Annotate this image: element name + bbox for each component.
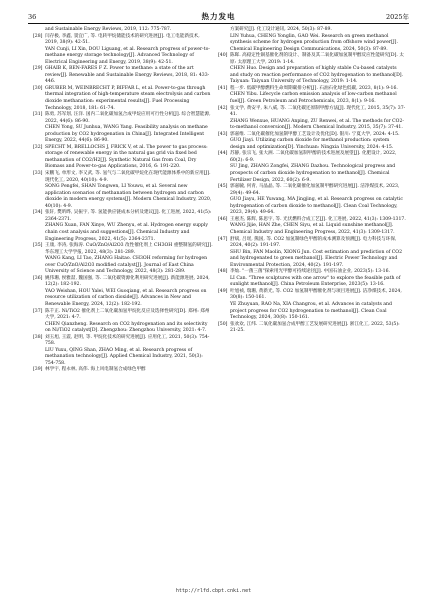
reference-number: [46] <box>218 216 228 222</box>
reference-text: 郭嘉毓, 何青, 马晶晶, 等. 二氧化碳催化加氢制甲醇研究进展[J]. 洁净煤技术, 2023, 29(4): 49-64. <box>230 184 400 196</box>
reference-column-right <box>218 27 406 335</box>
reference-text: 方案研究[J]. 化工设计通讯, 2024, 50(3): 87-89. <box>230 27 332 32</box>
reference-text: GRUBER M, WEINBRECHT P, BIFFAR L, et al. Power-to-gas through thermal integration of high-temperature steam electrolysis and carbon dioxide methanation: experimental results[J]. Fuel Processing Technology, 2018, 181: 61-74. <box>45 85 211 111</box>
reference-entry <box>218 138 406 151</box>
reference-entry <box>218 197 406 217</box>
reference-text: LIU Yuxu, QING Shan, ZHAO Ming, et al. Research progress of methanation technology[J]. Applied Chemical Industry, 2021, 50(3): 754-758. <box>45 347 203 366</box>
reference-entry <box>33 309 213 322</box>
reference-text: YAO Weishan, HOU Yalei, WEI Guoqiang, et al. Research progress on resource utilization of carbon dioxide[J]. Advances in New and Renewable Energy, 2024, 12(2): 182-192. <box>45 288 207 307</box>
reference-text: 叶旭祯, 瑞珊, 黄新光, 等. CO2 加氢制甲醇催化剂与项目进展[J]. 洁净煤技术, 2024, 30(8): 150-161. <box>230 288 402 301</box>
reference-text: GUO Jiayu, HE Yuwang, MA Jingjing, et al. Research progress on catalytic hydrogenation of carbon dioxide to methanol[J]. Clean Coal Technology, 2023, 29(4): 49-64. <box>230 197 403 216</box>
reference-text: 林学宇, 程永林, 高伟. 海上风电制氢合成绿色甲醇 <box>45 367 146 373</box>
reference-entry <box>33 276 213 289</box>
page-header <box>28 10 409 24</box>
reference-entry <box>218 184 406 197</box>
reference-entry <box>33 171 213 184</box>
reference-number: [47] <box>218 236 228 242</box>
reference-text: 舒斌, 吕瑶, 熊国, 等. CO2 加氢制绿色甲醇的成本测算及预测[J]. 电力科技与环保, 2024, 40(2): 191-197. <box>230 236 397 249</box>
reference-number: [49] <box>218 288 228 294</box>
reference-number: [28] <box>33 33 43 39</box>
page-footer[interactable] <box>0 588 427 594</box>
reference-text: 王康, 李涛, 张海涛. CuO/ZnO/Al2O3 改性催化剂上 CH3OH 重整制氢的研究[J]. 华东理工大学学报, 2022, 48(3): 281-289. <box>45 243 213 255</box>
reference-entry <box>33 335 213 348</box>
reference-text: 宋鹏飞, 单形文, 李又武, 等. 氢气与二氧化碳甲烷化在现代能源体系中的新应用[J]. 现代化工, 2020, 40(10): 4-9. <box>45 171 211 183</box>
reference-entry <box>33 86 213 112</box>
reference-entry <box>33 256 213 276</box>
reference-entry <box>218 276 406 289</box>
reference-entry <box>218 237 406 250</box>
reference-entry <box>33 112 213 125</box>
reference-text: YE Zhuyuan, RAO Na, XIA Changrou, et al. Advances in catalysts and project progress for CO2 hydrogenation to methanol[J]. Clean Coal Technology, 2024, 30(8): 150-161. <box>230 301 392 321</box>
reference-text: ZHANG Wenxue, HUANG Anping, ZU Renwei, et al. The methods for CO2-to-methanol conversion[J]. Modern Chemical Industry, 2015, 35(7): 37-41. <box>230 118 404 131</box>
reference-entry <box>33 289 213 309</box>
reference-entry <box>33 184 213 210</box>
reference-text: CHEN Yong, SU Junhua, WANG Yang. Feasibility analysis on methane production by CO2 hydrogenation in China[J]. Integrated Intelligent Energy, 2022, 44(6): 86-90. <box>45 125 208 144</box>
reference-text: LIN Yuhua, CHENG Yonglin, GAO Wei. Research on green methanol synthesis scheme for hydrogen production from offshore wind power[J]. Chemical Engineering Design Communications, 2024, 50(3): 87-89. <box>230 33 398 52</box>
reference-text: 闫存极, 李鑫, 窦宜广, 等. 电转甲烷储能技术的研究进展[J]. 电工电能新技术, 2019, 38(9): 42-51. <box>45 33 200 46</box>
reference-number: [40] <box>218 53 228 59</box>
reference-entry <box>218 119 406 132</box>
reference-entry <box>218 250 406 270</box>
reference-text: 张欢欢, 江纬. 二氧化碳加氢合成甲醇工艺发展研究进展[J]. 浙江化工, 2022, 53(5): 21-25. <box>230 321 400 334</box>
page-number: 36 <box>28 13 37 21</box>
reference-text: 姚伟珊, 侯雅喆, 魏国强, 等. 二氧化碳资源化利用研究进展[J]. 新能源进展, 2024, 12(2): 182-192. <box>45 275 210 288</box>
reference-entry <box>218 151 406 164</box>
header-rule <box>28 23 409 24</box>
reference-number: [45] <box>218 184 228 190</box>
reference-entry <box>218 164 406 184</box>
reference-entry <box>218 223 406 236</box>
reference-entry <box>33 243 213 256</box>
reference-text: WANG Jijie, HAN Zhe, CHEN Siyu, et al. Liquid sunshine methanol[J]. Chemical Industry and Engineering Progress, 2022, 41(3): 1309-1317. <box>230 223 395 235</box>
reference-entry <box>218 289 406 302</box>
reference-text: YAN Cunji, LI Xin, DOU Liguang, et al. Research progress of power-to-methane energy storage technology[J]. Advanced Technology of Electrical Engineering and Energy, 2019, 38(9): 42-51. <box>45 46 210 65</box>
reference-text: 张文学, 黄安平, 朱八威, 等. 二氧化碳还原制甲醇方法[J]. 现代化工, 2015, 35(7): 37-41. <box>230 105 406 118</box>
reference-text: 李灿. "一菌三菌"探索用光甲醇可持续途径[J]. 中国石油企业, 2023(5): 13-16. <box>230 269 390 275</box>
reference-text: CHEN Huo. Design and preparation of highly stable Cu-based catalysts and study on reaction performance of CO2 hydrogenation to methanol[D]. Taiyuan: Taiyuan University of Technology, 2019: 1-14. <box>230 66 404 85</box>
reference-number: [34] <box>33 210 43 216</box>
reference-number: [31] <box>33 112 43 118</box>
reference-entry <box>33 210 213 223</box>
reference-entry <box>218 302 406 322</box>
reference-number: [38] <box>33 334 43 340</box>
reference-text: SONG Pengfei, SHAN Tongwen, LI Youwu, et al. Several new application scenarios of methanation between hydrogen and carbon dioxide in modern energy systems[J]. Modern Chemical Industry, 2020, 40(10): 4-9. <box>45 184 212 209</box>
reference-text: 张轩, 樊昕晔, 吴振宇, 等. 氢能供应链成本分析及建议[J]. 化工进展, 2022, 41(5): 2364-2371. <box>45 210 212 222</box>
reference-text: 郭嘉维. 二氧化碳催化加氢制甲醇工艺设计及优化[D]. 银川: 宁夏大学, 2024: 4-15. <box>230 131 400 137</box>
reference-text: GUO Jiayi. Utilizing carbon dioxide for methanol production: system design and optimization[D]. Yinchuan: Ningxia University, 2024: 4-15. <box>230 138 394 150</box>
reference-entry <box>33 367 213 374</box>
reference-text: ZHANG Xuan, FAN Xinye, WU Zhenyu, et al. Hydrogen energy supply chain cost analysis and suggestions[J]. Chemical Industry and Engineering Progress, 2022, 41(5): 2364-2371. <box>45 223 208 242</box>
journal-url-link[interactable]: http://rlfd.cbpt.cnki.net <box>175 588 252 594</box>
reference-text: LI Can. "Three sculptures with one arrow" to explore the feasible path of sunlight methanol[J]. China Petroleum Enterprise, 2023(5): 13-16. <box>230 275 401 288</box>
reference-text: GHAIB K, BEN-FARES F Z. Power to methane: a state of the art review[J]. Renewable and Sustainable Energy Reviews, 2018, 81: 433-446. <box>45 66 210 85</box>
issue-year: 2025年 <box>385 13 409 21</box>
reference-entry <box>33 145 213 171</box>
reference-entry <box>218 53 406 66</box>
reference-text: 程一步. 低碳甲醇燃料生命周期碳排分析[J]. 石油石化绿色低碳, 2023, 8(1): 9-16. <box>230 85 398 91</box>
reference-entry <box>33 223 213 243</box>
reference-entry <box>218 66 406 86</box>
reference-text: CHEN Qianzheng. Research on CO2 hydrogenation and its selectivity on Ni/TiO2 catalyst[D]. Zhengzhou: Zhengzhou University, 2021: 4-7. <box>45 321 208 334</box>
reference-entry <box>33 348 213 368</box>
reference-number: [33] <box>33 171 43 177</box>
reference-text: SU Jing, ZHANG Zongfei, ZHANG Dazhou. Technological progress and prospects of carbon dioxide hydrogenation to methanol[J]. Chemical Fertilizer Design, 2022, 60(2): 6-9. <box>230 164 396 183</box>
reference-entry <box>33 125 213 145</box>
reference-number: [41] <box>218 85 228 91</box>
reference-number: [35] <box>33 243 43 249</box>
reference-entry <box>218 106 406 119</box>
reference-text: 陈晖. 高稳定性铜基催化剂的设计、制备及其二氧化碳加氢制甲醇反应性能研究[D]. 太原: 太原理工大学, 2019: 1-14. <box>230 53 404 65</box>
reference-entry <box>33 34 213 47</box>
reference-text: CHEN Yibu. Lifecycle carbon emission analysis of low-carbon methanol fuel[J]. Green Petroleum and Petrochemicals, 2023, 8(1): 9-16. <box>230 92 397 105</box>
journal-title: 热力发电 <box>201 12 236 21</box>
reference-number: [29] <box>33 66 43 72</box>
reference-text: and Sustainable Energy Reviews, 2019, 112: 775-787. <box>45 27 172 32</box>
reference-text: 陈勇, 苏军划, 汪洋. 国内二氧化碳加氢合成甲烷应用可行性分析[J]. 综合智慧能源, 2022, 44(6): 86-90. <box>45 112 211 124</box>
reference-column-left <box>33 27 213 374</box>
reference-number: [39] <box>33 367 43 373</box>
reference-text: 刘玉旭, 王震, 赵明, 等. 甲烷化技术的研究进展[J]. 应用化工, 2021, 50(3): 754-758. <box>45 334 210 347</box>
reference-number: [44] <box>218 151 228 157</box>
reference-text: WANG Kang, LI Tao, ZHANG Haitao. CH3OH reforming for hydrogen over CuO/ZnO/Al2O3 modified catalyst[J]. Journal of East China University of Science and Technology, 2022, 48(3): 281-289. <box>45 256 208 275</box>
reference-entry <box>33 322 213 335</box>
reference-number: [32] <box>33 144 43 150</box>
reference-number: [42] <box>218 105 228 111</box>
reference-number: [36] <box>33 275 43 281</box>
reference-entry <box>218 322 406 335</box>
reference-text: 苏静, 张宗飞, 张大洲. 二氧化碳加氢制甲醇的技术进展及展望[J]. 化肥设计, 2022, 60(2): 6-9. <box>230 151 397 163</box>
reference-number: [37] <box>33 308 43 314</box>
reference-text: 陈千正. Ni/TiO2 催化剂上二氧化碳加氢甲烷化反应及选择性研究[D]. 郑州: 郑州大学, 2021: 4-7. <box>45 308 210 321</box>
reference-number: [48] <box>218 269 228 275</box>
reference-number: [43] <box>218 131 228 137</box>
reference-text: SPECHT M, BRELLOCHS J, FRICK V, et al. The power to gas process: storage of renewable energy in the natural gas grid via fixed bed methanation of CO2/H2[J]. Synthetic Natural Gas from Coal, Dry Biomass and Power-to-gas Applications, 2016, 6: 191-220. <box>45 144 208 170</box>
reference-entry <box>33 47 213 67</box>
reference-entry <box>218 34 406 54</box>
reference-text: SHU Bin, FAN Maolin, XIONG Jun. Cost estimation and prediction of CO2 and hydrogenated to green methanol[J]. Electric Power Technology and Environmental Protection, 2024, 40(2): 191-197. <box>230 249 402 268</box>
reference-text: 王惠杰, 陈辉, 陈思宇, 等. 光伏燃料合成工艺[J]. 化工进展, 2022, 41(3): 1309-1317. <box>230 216 406 222</box>
reference-entry <box>33 66 213 86</box>
reference-entry <box>218 92 406 105</box>
reference-number: [50] <box>218 321 228 327</box>
reference-number: [30] <box>33 85 43 91</box>
